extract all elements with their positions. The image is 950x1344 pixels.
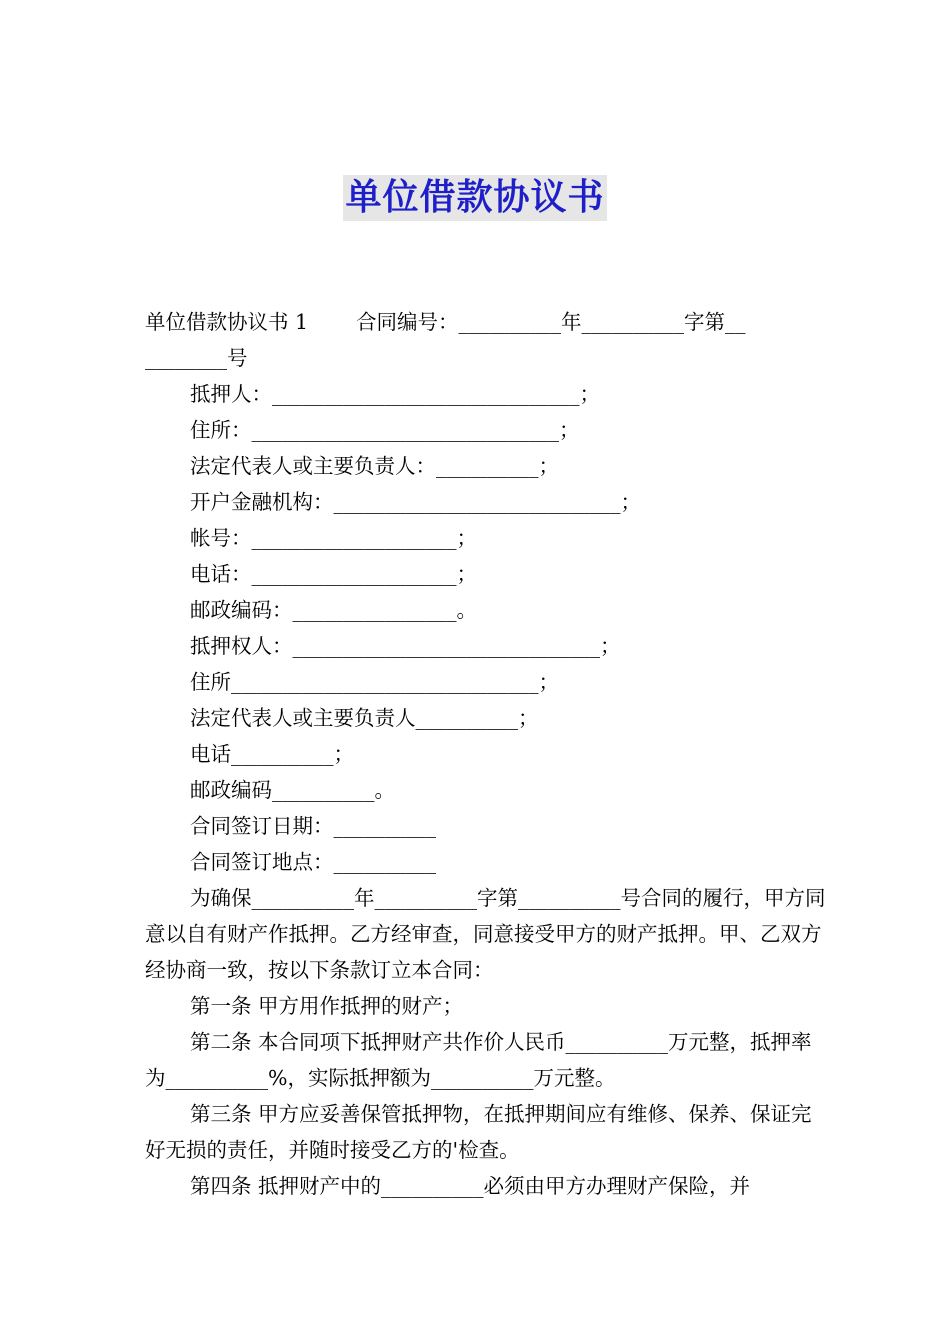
field-mortgagee-representative: 法定代表人或主要负责人__________； (190, 706, 539, 730)
field-mortgagor-representative: 法定代表人或主要负责人：__________； (190, 454, 559, 478)
field-sign-place: 合同签订地点：__________ (190, 850, 436, 874)
field-bank: 开户金融机构：____________________________； (190, 490, 641, 514)
field-account: 帐号：____________________； (190, 526, 477, 550)
field-mortgagor: 抵押人：______________________________； (190, 382, 600, 406)
field-sign-date: 合同签订日期：__________ (190, 814, 436, 838)
field-mortgagee-address: 住所______________________________； (190, 670, 559, 694)
field-mortgagor-address: 住所：______________________________； (190, 418, 580, 442)
paragraph-preamble: 为确保__________年__________字第__________号合同的履行，甲方同意以自有财产作抵押。乙方经审查，同意接受甲方的财产抵押。甲、乙双方经协商一致，按以下条款订立本合同： (145, 886, 826, 982)
contract-number: 合同编号：__________年__________字第__ (356, 310, 746, 334)
field-mortgagee-phone: 电话__________； (190, 742, 354, 766)
paragraph-article-2: 第二条 本合同项下抵押财产共作价人民币__________万元整，抵押率为__________%，实际抵押额为__________万元整。 (145, 1030, 812, 1090)
field-mortgagor-phone: 电话：____________________； (190, 562, 477, 586)
intro-heading: 单位借款协议书 1 (145, 310, 309, 334)
document-title: 单位借款协议书 (343, 175, 606, 221)
paragraph-article-3: 第三条 甲方应妥善保管抵押物，在抵押期间应有维修、保养、保证完好无损的责任，并随时接受乙方的'检查。 (145, 1102, 812, 1162)
paragraph-article-1: 第一条 甲方用作抵押的财产； (190, 994, 464, 1018)
paragraph-article-4: 第四条 抵押财产中的__________必须由甲方办理财产保险，并 (190, 1174, 751, 1198)
intro-line (145, 304, 830, 340)
field-mortgagee: 抵押权人：______________________________； (190, 634, 621, 658)
document-body (145, 304, 830, 1204)
field-mortgagee-postcode: 邮政编码__________。 (190, 778, 395, 802)
field-mortgagor-postcode: 邮政编码：________________。 (190, 598, 477, 622)
intro-line-continued: ________号 (145, 346, 248, 370)
title-wrap (0, 175, 950, 221)
